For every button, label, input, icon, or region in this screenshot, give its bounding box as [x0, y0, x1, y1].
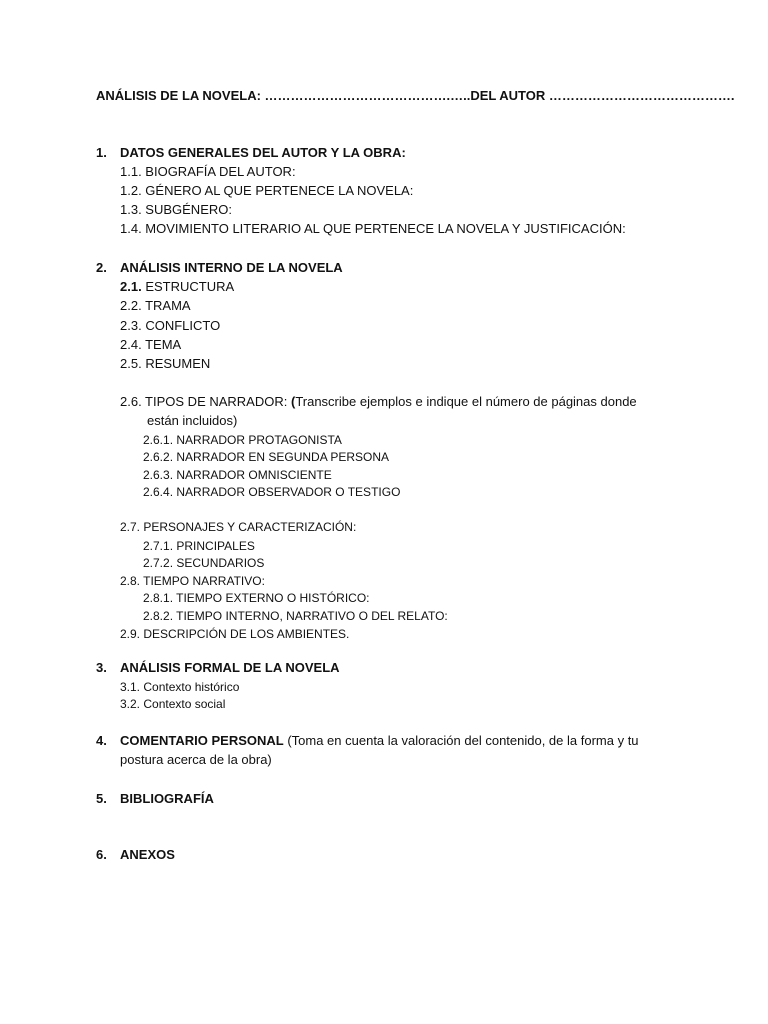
section-6-number: 6. — [96, 847, 107, 862]
section-4-number: 4. — [96, 733, 107, 748]
item-number: 2.3. — [120, 318, 142, 333]
section-5-number: 5. — [96, 791, 107, 806]
item-number: 2.4. — [120, 337, 142, 352]
section-3-number: 3. — [96, 660, 107, 675]
narrador-subitem: 2.6.1. NARRADOR PROTAGONISTA — [143, 433, 342, 447]
section-6-title: ANEXOS — [120, 847, 175, 862]
narrador-subitem: 2.6.3. NARRADOR OMNISCIENTE — [143, 468, 332, 482]
ambientes-item: 2.9. DESCRIPCIÓN DE LOS AMBIENTES. — [120, 627, 350, 641]
narrador-note: Transcribe ejemplos e indique el número de páginas donde — [295, 394, 637, 409]
section-5-title: BIBLIOGRAFÍA — [120, 791, 214, 806]
item-label: TRAMA — [145, 298, 191, 313]
section-2-item — [120, 318, 220, 334]
personajes-subitem: 2.7.2. SECUNDARIOS — [143, 556, 265, 570]
section-2-item — [120, 298, 191, 314]
narrador-note-continued: están incluidos) — [147, 413, 238, 428]
section-2-item — [120, 356, 210, 372]
tiempo-subitem: 2.8.2. TIEMPO INTERNO, NARRATIVO O DEL RELATO: — [143, 609, 448, 623]
item-number: 2.1. — [120, 279, 142, 294]
document-title: ANÁLISIS DE LA NOVELA: …………………………………….…..DEL AUTOR ……………………………………. — [96, 88, 735, 103]
section-1-item: 1.2. GÉNERO AL QUE PERTENECE LA NOVELA: — [120, 183, 414, 198]
section-4-note-continued: postura acerca de la obra) — [120, 752, 272, 767]
section-1-number: 1. — [96, 145, 107, 160]
item-label: ESTRUCTURA — [145, 279, 235, 294]
section-2-number: 2. — [96, 260, 107, 275]
narrador-subitem: 2.6.2. NARRADOR EN SEGUNDA PERSONA — [143, 450, 390, 464]
tiempo-heading: 2.8. TIEMPO NARRATIVO: — [120, 574, 265, 588]
section-3-item: 3.2. Contexto social — [120, 697, 226, 711]
section-2-title: ANÁLISIS INTERNO DE LA NOVELA — [120, 260, 343, 275]
item-number: 2.5. — [120, 356, 142, 371]
item-label: TEMA — [145, 337, 182, 352]
item-number: 2.2. — [120, 298, 142, 313]
item-label: CONFLICTO — [145, 318, 221, 333]
section-4-note: (Toma en cuenta la valoración del contenido, de la forma y tu — [283, 733, 639, 748]
section-3-title: ANÁLISIS FORMAL DE LA NOVELA — [120, 660, 340, 675]
section-1-item: 1.4. MOVIMIENTO LITERARIO AL QUE PERTENECE LA NOVELA Y JUSTIFICACIÓN: — [120, 221, 626, 236]
section-4-heading — [120, 733, 639, 749]
narrador-subitem: 2.6.4. NARRADOR OBSERVADOR O TESTIGO — [143, 485, 401, 499]
section-4-title: COMENTARIO PERSONAL — [120, 733, 284, 748]
section-1-title: DATOS GENERALES DEL AUTOR Y LA OBRA: — [120, 145, 406, 160]
narrador-paren: ( — [290, 394, 296, 409]
personajes-heading: 2.7. PERSONAJES Y CARACTERIZACIÓN: — [120, 520, 357, 534]
item-label: RESUMEN — [145, 356, 211, 371]
section-1-item: 1.1. BIOGRAFÍA DEL AUTOR: — [120, 164, 296, 179]
narrador-label: 2.6. TIPOS DE NARRADOR: — [120, 394, 291, 409]
section-1-item: 1.3. SUBGÉNERO: — [120, 202, 232, 217]
section-2-item — [120, 279, 234, 295]
tiempo-subitem: 2.8.1. TIEMPO EXTERNO O HISTÓRICO: — [143, 591, 370, 605]
section-2-item — [120, 337, 181, 353]
section-3-item: 3.1. Contexto histórico — [120, 680, 240, 694]
narrador-heading — [120, 394, 637, 410]
personajes-subitem: 2.7.1. PRINCIPALES — [143, 539, 255, 553]
